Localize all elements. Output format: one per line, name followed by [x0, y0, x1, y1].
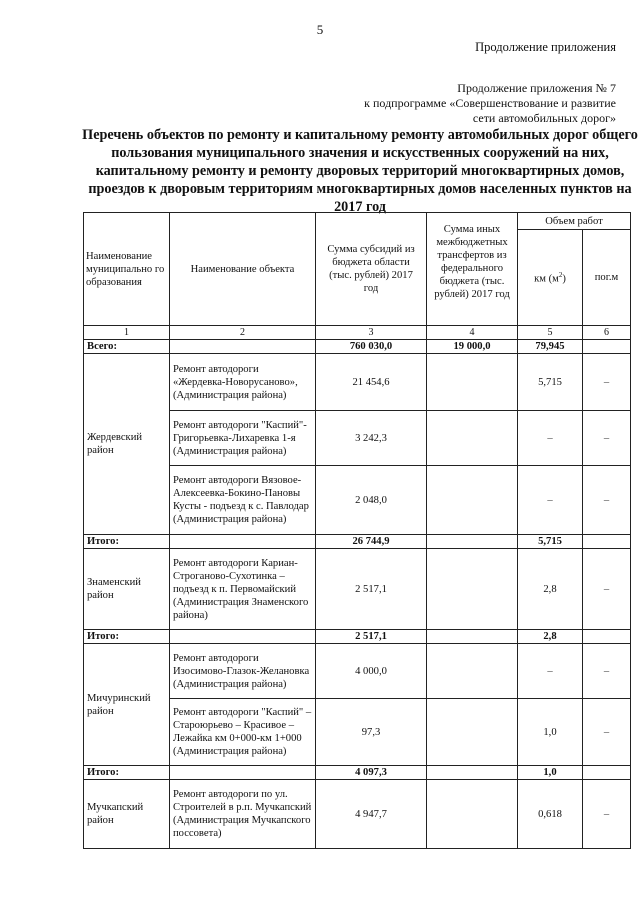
transfers-cell [427, 644, 518, 699]
km-cell: 2,8 [518, 549, 583, 630]
grand-total-row [84, 340, 631, 354]
group-total-row [84, 630, 631, 644]
grand-total-subsidy: 760 030,0 [316, 340, 427, 354]
header-km [518, 230, 583, 326]
object-cell: Ремонт автодороги "Каспий" – Староюрьево – Красивое – Лежайка км 0+000-км 1+000 (Администрация района) [170, 699, 316, 766]
pm-cell: – [583, 780, 631, 849]
column-number: 2 [170, 326, 316, 340]
appendix-header-line: Продолжение приложения № 7 [457, 81, 616, 95]
table-row [84, 549, 631, 630]
object-cell: Ремонт автодороги Кариан-Строганово-Сухотинка – подъезд к п. Первомайский (Администрация Знаменского района) [170, 549, 316, 630]
document-title: Перечень объектов по ремонту и капитальному ремонту автомобильных дорог общего пользования муниципального значения и искусственных сооружений на них, капитальному ремонту и ремонту дворовых территорий многоквартирных домов, проездов к дворовым территориям многоквартирных домов населенных пунктов на 2017 год [82, 127, 638, 215]
group-total-row [84, 766, 631, 780]
subsidy-cell: 2 048,0 [316, 466, 427, 535]
column-number: 6 [583, 326, 631, 340]
column-number: 4 [427, 326, 518, 340]
column-numbers-row [84, 326, 631, 340]
pm-cell: – [583, 354, 631, 411]
table-row [84, 780, 631, 849]
municipality-cell: Жердевский район [84, 354, 170, 535]
total-label: Итого: [84, 535, 170, 549]
total-pm [583, 535, 631, 549]
object-cell: Ремонт автодороги Изосимово-Глазок-Желановка (Администрация района) [170, 644, 316, 699]
grand-total-km: 79,945 [518, 340, 583, 354]
pm-cell: – [583, 644, 631, 699]
total-label: Итого: [84, 766, 170, 780]
subsidy-cell: 4 000,0 [316, 644, 427, 699]
subsidy-cell: 97,3 [316, 699, 427, 766]
appendix-header [364, 81, 616, 126]
total-transfers [427, 535, 518, 549]
transfers-cell [427, 411, 518, 466]
object-cell: Ремонт автодороги "Каспий"- Григорьевка-Лихаревка 1-я (Администрация района) [170, 411, 316, 466]
table-row [84, 644, 631, 699]
total-subsidy: 4 097,3 [316, 766, 427, 780]
municipality-cell: Мичуринский район [84, 644, 170, 766]
total-object [170, 630, 316, 644]
total-object [170, 766, 316, 780]
pm-cell: – [583, 699, 631, 766]
km-cell: 5,715 [518, 354, 583, 411]
km-cell: – [518, 411, 583, 466]
header-km-sup: 2 [558, 271, 563, 280]
total-subsidy: 26 744,9 [316, 535, 427, 549]
km-cell: 0,618 [518, 780, 583, 849]
header-pm: пог.м [583, 230, 631, 326]
total-km: 5,715 [518, 535, 583, 549]
total-pm [583, 630, 631, 644]
subsidy-cell: 4 947,7 [316, 780, 427, 849]
transfers-cell [427, 466, 518, 535]
object-cell: Ремонт автодороги по ул. Строителей в р.п. Мучкапский (Администрация Мучкапского поссовета) [170, 780, 316, 849]
header-municipality: Наименование муниципально го образования [84, 213, 170, 326]
pm-cell: – [583, 549, 631, 630]
km-cell: – [518, 644, 583, 699]
header-object: Наименование объекта [170, 213, 316, 326]
header-transfers: Сумма иных межбюджетных трансфертов из федерального бюджета (тыс. рублей) 2017 год [427, 213, 518, 326]
column-number: 1 [84, 326, 170, 340]
total-object [170, 535, 316, 549]
appendix-header-line: сети автомобильных дорог» [472, 111, 616, 125]
total-label: Итого: [84, 630, 170, 644]
appendix-header-line: к подпрограмме «Совершенствование и развитие [364, 96, 616, 110]
page-number: 5 [316, 22, 324, 37]
km-cell: – [518, 466, 583, 535]
subsidy-cell: 21 454,6 [316, 354, 427, 411]
pm-cell: – [583, 466, 631, 535]
total-pm [583, 766, 631, 780]
km-cell: 1,0 [518, 699, 583, 766]
subsidy-cell: 3 242,3 [316, 411, 427, 466]
column-number: 5 [518, 326, 583, 340]
object-cell: Ремонт автодороги «Жердевка-Новорусаново», (Администрация района) [170, 354, 316, 411]
header-km-close: ) [562, 273, 566, 285]
total-transfers [427, 630, 518, 644]
continuation-note: Продолжение приложения [475, 40, 616, 54]
grand-total-pm [583, 340, 631, 354]
total-km: 1,0 [518, 766, 583, 780]
subsidy-cell: 2 517,1 [316, 549, 427, 630]
total-km: 2,8 [518, 630, 583, 644]
transfers-cell [427, 780, 518, 849]
header-volume: Объем работ [518, 213, 631, 230]
transfers-cell [427, 354, 518, 411]
municipality-cell: Знаменский район [84, 549, 170, 630]
grand-total-label: Всего: [84, 340, 170, 354]
header-subsidy: Сумма субсидий из бюджета области (тыс. рублей) 2017 год [316, 213, 427, 326]
transfers-cell [427, 549, 518, 630]
header-km-text: км (м [534, 273, 559, 285]
column-number: 3 [316, 326, 427, 340]
group-total-row [84, 535, 631, 549]
transfers-cell [427, 699, 518, 766]
total-transfers [427, 766, 518, 780]
grand-total-transfers: 19 000,0 [427, 340, 518, 354]
pm-cell: – [583, 411, 631, 466]
objects-table [83, 212, 631, 849]
header-row [84, 213, 631, 230]
grand-total-object [170, 340, 316, 354]
object-cell: Ремонт автодороги Вязовое- Алексеевка-Бокино-Пановы Кусты - подъезд к с. Павлодар (Администрация района) [170, 466, 316, 535]
table-row [84, 354, 631, 411]
municipality-cell: Мучкапский район [84, 780, 170, 849]
total-subsidy: 2 517,1 [316, 630, 427, 644]
